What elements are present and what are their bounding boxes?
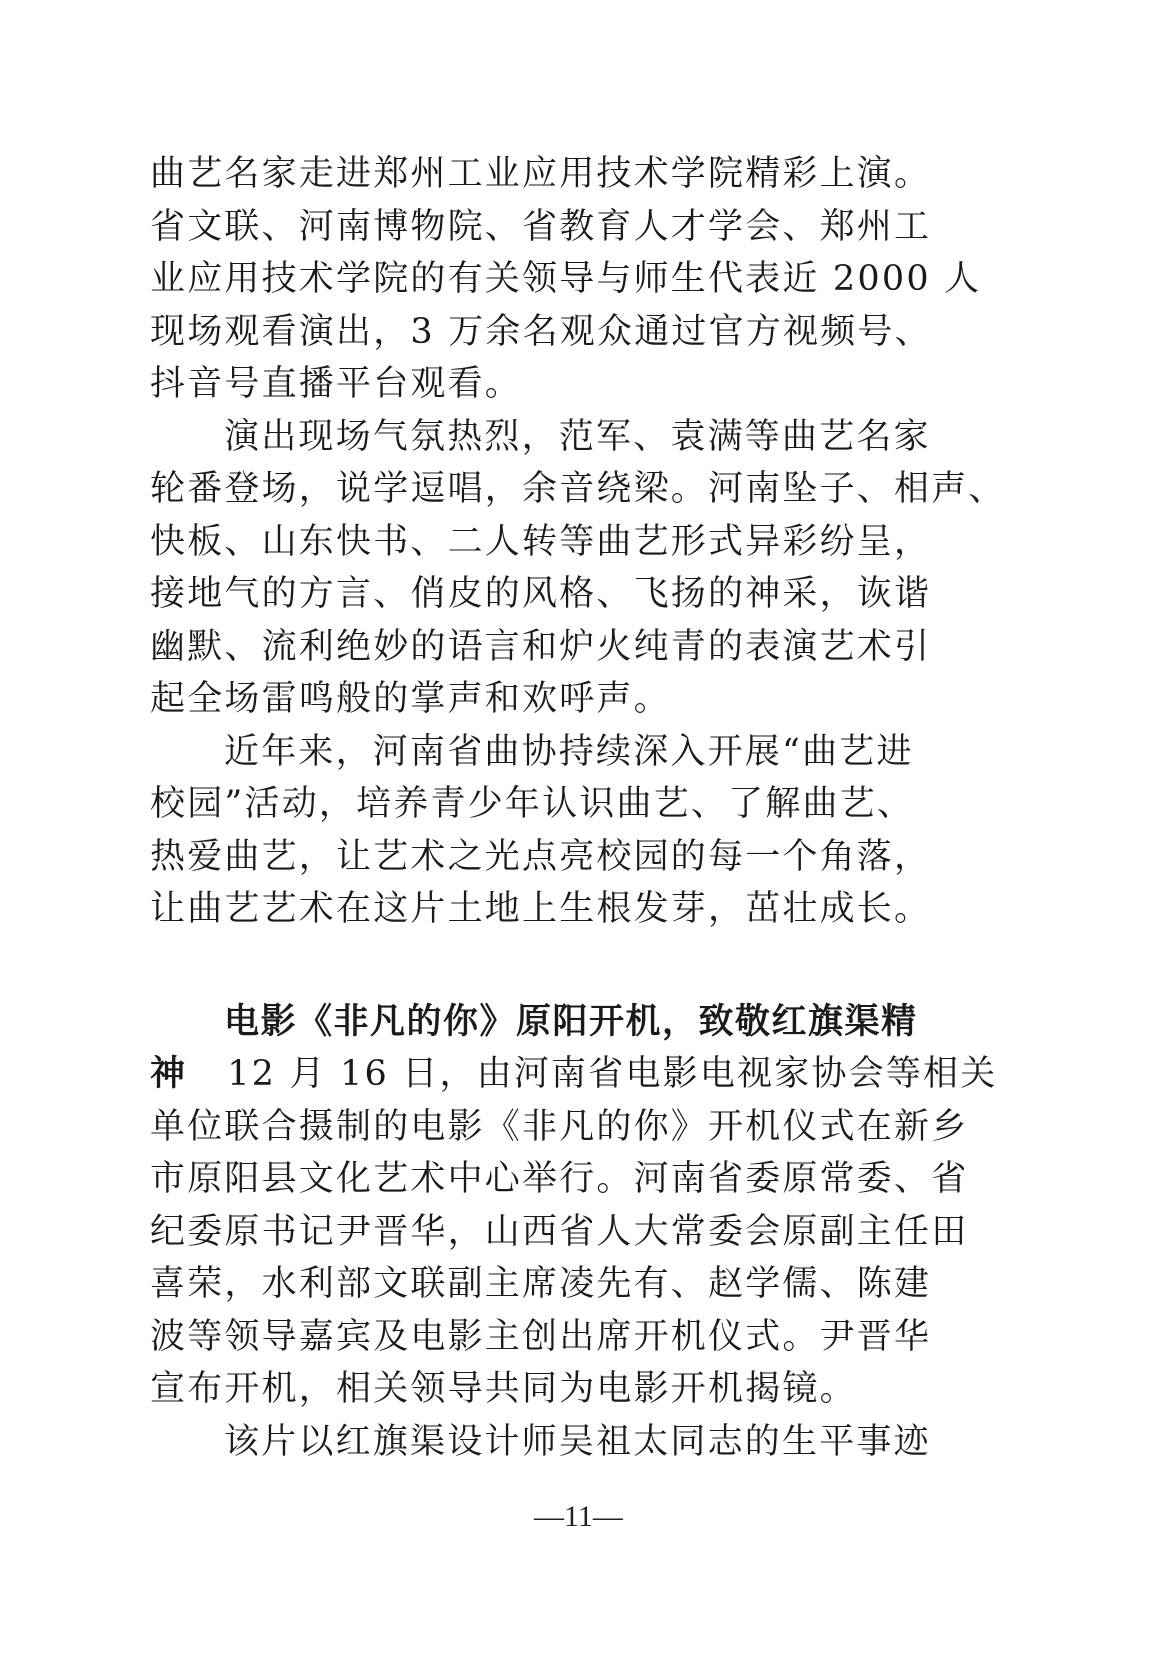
article-heading: 电影《非凡的你》原阳开机，致敬红旗渠精	[224, 1001, 918, 1042]
text-line: 业应用技术学院的有关领导与师生代表近 2000 人	[150, 259, 982, 299]
text-line: 幽默、流利绝妙的语言和炉火纯青的表演艺术引	[150, 626, 932, 667]
text-line: 轮番登场，说学逗唱，余音绕梁。河南坠子、相声、	[150, 469, 1006, 509]
text-line: 单位联合摄制的电影《非凡的你》开机仪式在新乡	[150, 1106, 969, 1147]
text-line: 市原阳县文化艺术中心举行。河南省委原常委、省	[150, 1159, 969, 1199]
text-line: 校园”活动，培养青少年认识曲艺、了解曲艺、	[150, 784, 915, 824]
page-number: —11—	[534, 1500, 623, 1533]
text-line: 波等领导嘉宾及电影主创出席开机仪式。尹晋华	[150, 1316, 932, 1357]
text-line: 热爱曲艺，让艺术之光点亮校园的每一个角落，	[150, 836, 932, 877]
text-line: 抖音号直播平台观看。	[150, 364, 523, 404]
paragraph-3	[150, 726, 950, 936]
text-line: 让曲艺艺术在这片土地上生根发芽，茁壮成长。	[150, 889, 932, 929]
paragraph-1	[150, 148, 982, 411]
text-line: 曲艺名家走进郑州工业应用技术学院精彩上演。	[150, 154, 932, 194]
section-gap	[150, 936, 950, 996]
text-line: 演出现场气氛热烈，范军、袁满等曲艺名家	[224, 416, 931, 457]
text-line	[150, 1048, 998, 1101]
text-line: 纪委原书记尹晋华，山西省人大常委会原副主任田	[150, 1211, 969, 1252]
text-run: 12 月 16 日，由河南省电影电视家协会等相关	[227, 1054, 998, 1094]
document-page	[150, 148, 1006, 1468]
paragraph-2	[150, 411, 1006, 726]
text-line: 宣布开机，相关领导共同为电影开机揭镜。	[150, 1369, 857, 1409]
article-heading-tail: 神	[150, 1054, 188, 1094]
article-2	[150, 996, 998, 1469]
text-line: 快板、山东快书、二人转等曲艺形式异彩纷呈，	[150, 521, 932, 562]
text-line: 喜荣，水利部文联副主席凌先有、赵学儒、陈建	[150, 1264, 932, 1304]
text-line: 起全场雷鸣般的掌声和欢呼声。	[150, 679, 671, 719]
text-line: 近年来，河南省曲协持续深入开展“曲艺进	[224, 731, 914, 772]
text-line: 省文联、河南博物院、省教育人才学会、郑州工	[150, 206, 932, 247]
text-line: 现场观看演出，3 万余名观众通过官方视频号、	[150, 311, 932, 352]
text-line: 接地气的方言、俏皮的风格、飞扬的神采，诙谐	[150, 574, 932, 614]
text-line: 该片以红旗渠设计师吴祖太同志的生平事迹	[224, 1421, 931, 1462]
